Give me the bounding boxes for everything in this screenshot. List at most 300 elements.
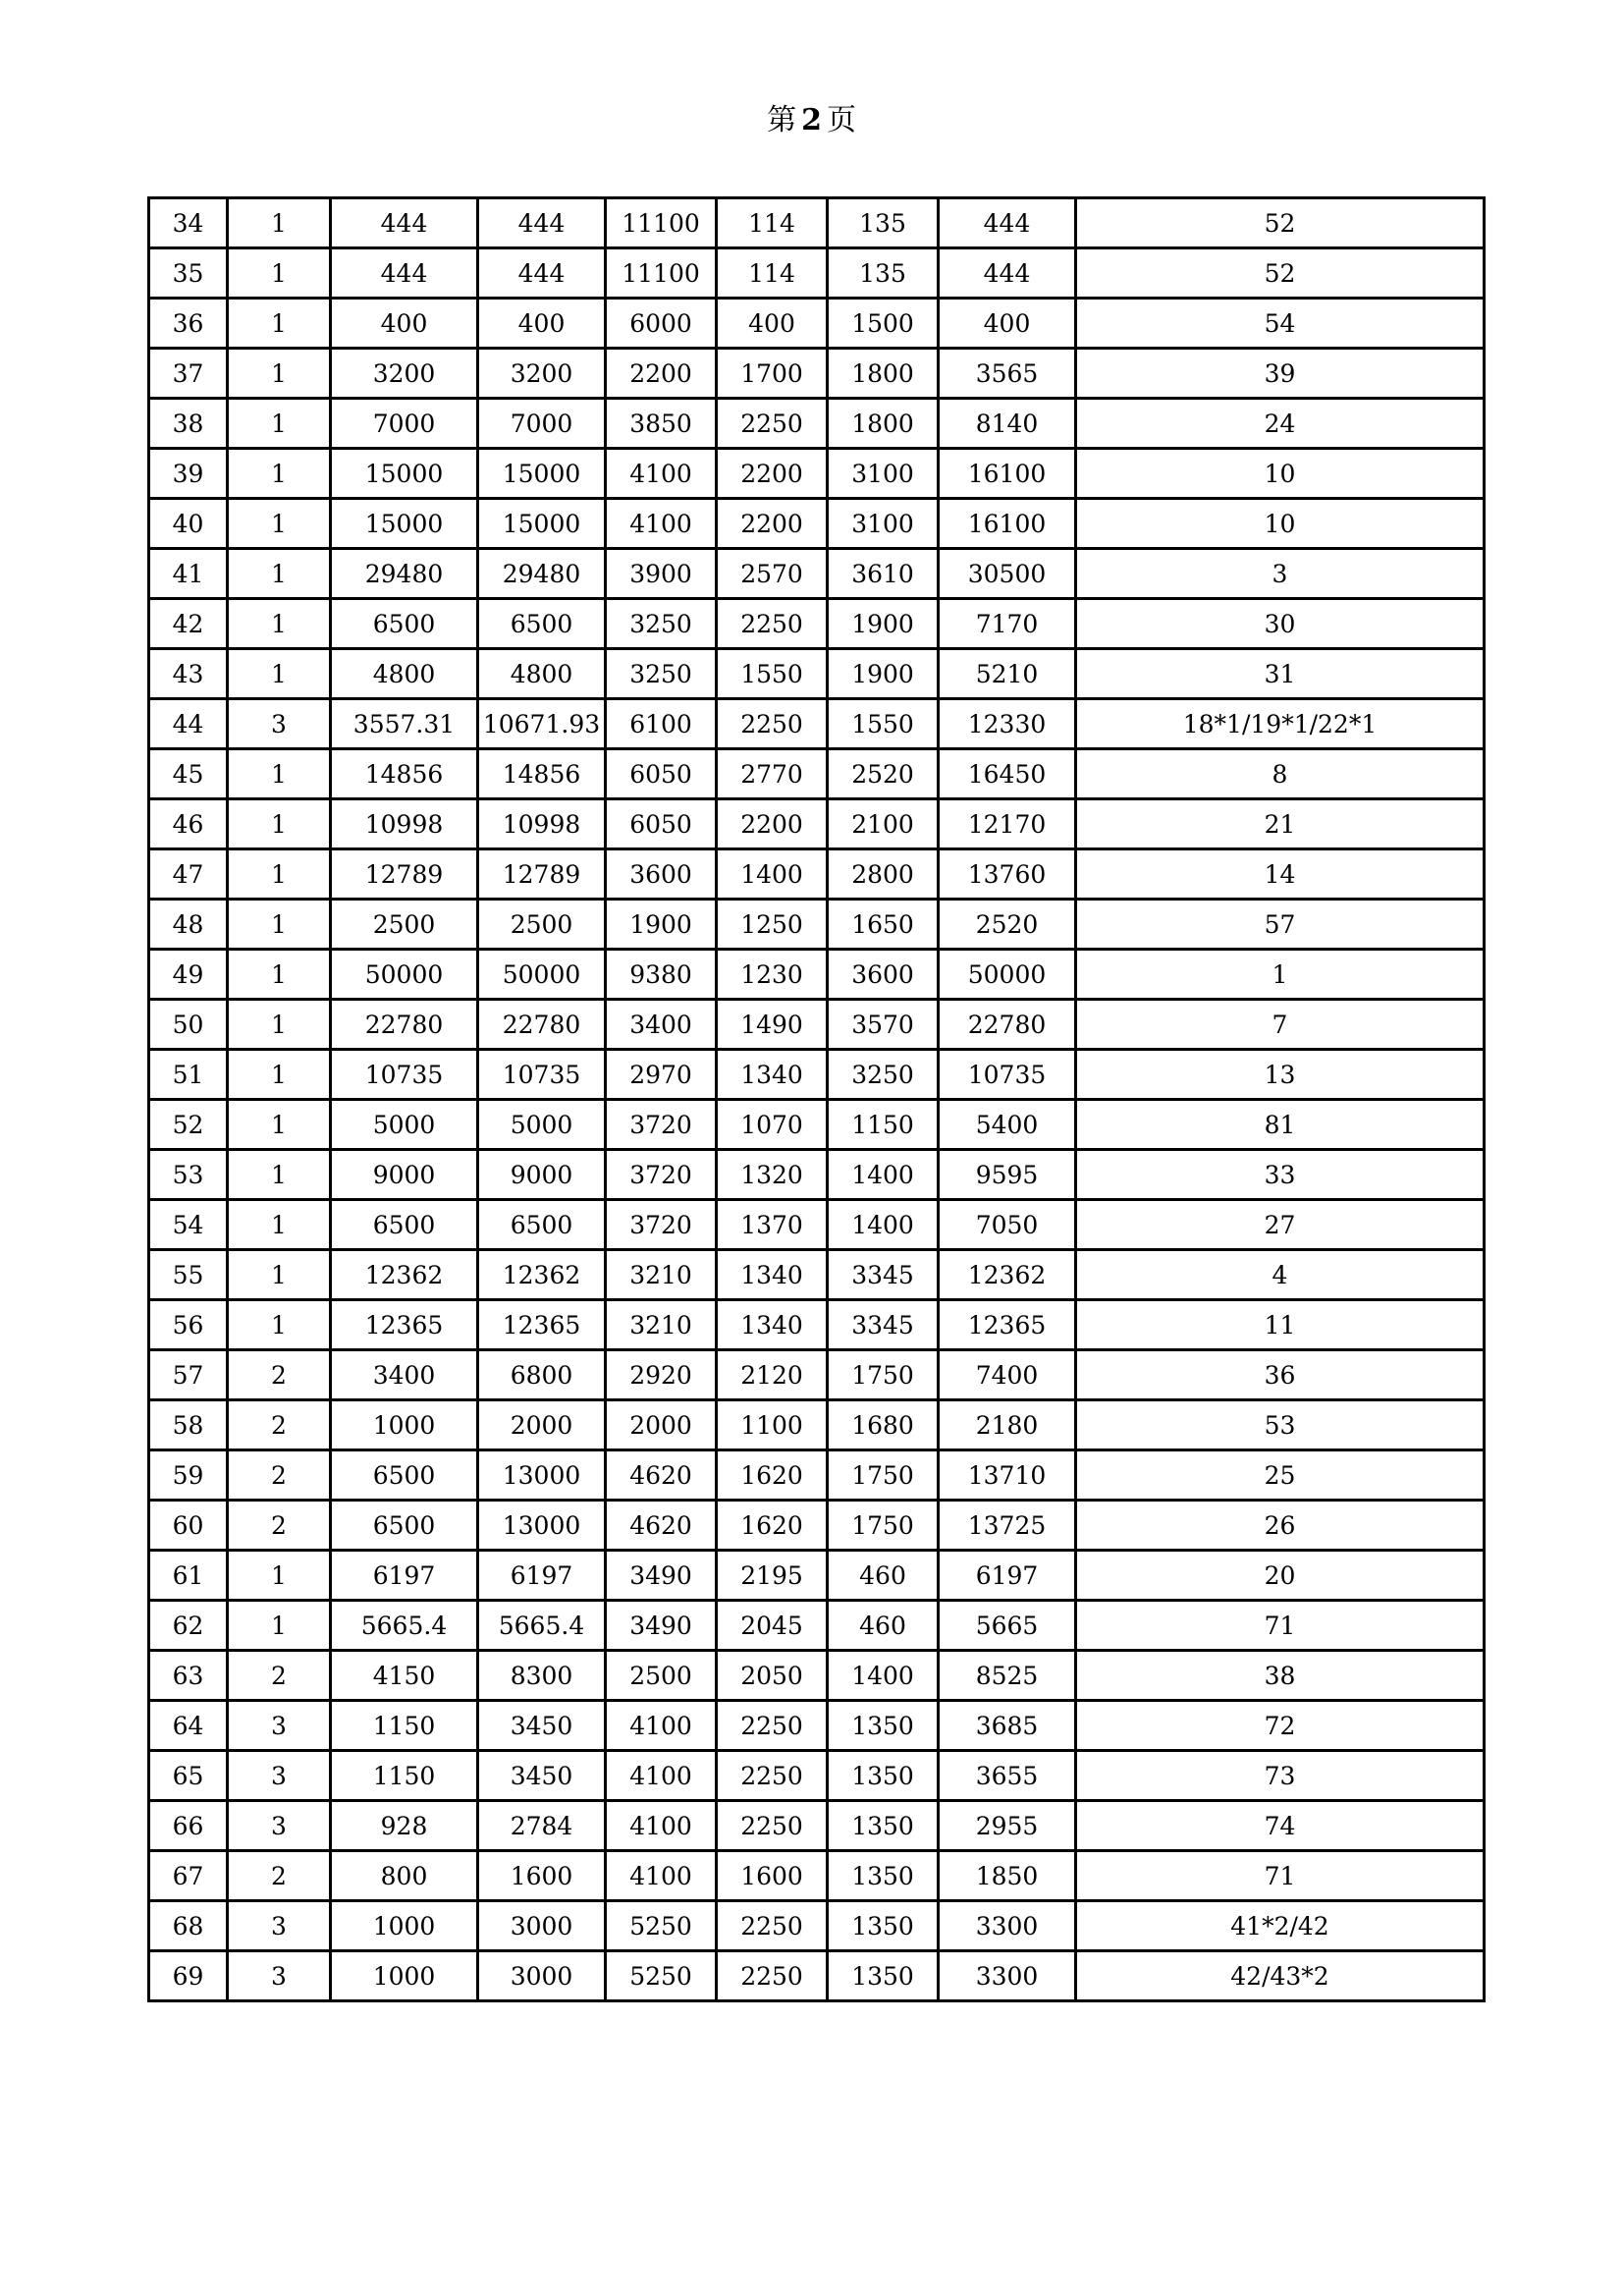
table-row	[149, 950, 1485, 1000]
cell-unit-value: 6197	[331, 1551, 478, 1601]
cell-total-value: 8300	[478, 1651, 606, 1701]
cell-dim-height: 3100	[828, 499, 939, 549]
cell-row-number: 44	[149, 699, 228, 749]
cell-gross-value: 13725	[939, 1501, 1076, 1551]
cell-quantity: 1	[228, 849, 331, 900]
cell-unit-value: 12789	[331, 849, 478, 900]
cell-quantity: 3	[228, 1901, 331, 1951]
cell-reference: 7	[1076, 1000, 1485, 1050]
cell-gross-value: 12170	[939, 799, 1076, 849]
cell-unit-value: 1150	[331, 1751, 478, 1801]
cell-gross-value: 3655	[939, 1751, 1076, 1801]
cell-dim-width: 114	[717, 248, 828, 299]
cell-unit-value: 5000	[331, 1100, 478, 1150]
cell-row-number: 49	[149, 950, 228, 1000]
cell-reference: 52	[1076, 198, 1485, 248]
cell-dim-width: 2250	[717, 1901, 828, 1951]
cell-total-value: 6500	[478, 599, 606, 649]
cell-reference: 71	[1076, 1601, 1485, 1651]
cell-unit-value: 7000	[331, 399, 478, 449]
cell-reference: 81	[1076, 1100, 1485, 1150]
cell-dim-width: 1340	[717, 1300, 828, 1350]
cell-dim-length: 4100	[606, 499, 717, 549]
cell-total-value: 10998	[478, 799, 606, 849]
cell-dim-height: 1680	[828, 1400, 939, 1450]
cell-dim-width: 2250	[717, 1751, 828, 1801]
cell-dim-height: 2800	[828, 849, 939, 900]
cell-dim-width: 2770	[717, 749, 828, 799]
cell-dim-width: 1490	[717, 1000, 828, 1050]
cell-dim-height: 2520	[828, 749, 939, 799]
cell-gross-value: 50000	[939, 950, 1076, 1000]
table-row	[149, 649, 1485, 699]
cell-row-number: 36	[149, 299, 228, 349]
cell-unit-value: 1000	[331, 1901, 478, 1951]
cell-reference: 38	[1076, 1651, 1485, 1701]
cell-total-value: 29480	[478, 549, 606, 599]
cell-total-value: 10671.93	[478, 699, 606, 749]
cell-gross-value: 3300	[939, 1901, 1076, 1951]
cell-total-value: 5665.4	[478, 1601, 606, 1651]
cell-quantity: 1	[228, 299, 331, 349]
cell-dim-length: 2000	[606, 1400, 717, 1450]
cell-gross-value: 8525	[939, 1651, 1076, 1701]
cell-dim-width: 2120	[717, 1350, 828, 1400]
cell-dim-length: 4100	[606, 1801, 717, 1851]
cell-dim-width: 1620	[717, 1501, 828, 1551]
cell-gross-value: 7050	[939, 1200, 1076, 1250]
cell-reference: 20	[1076, 1551, 1485, 1601]
table-row	[149, 299, 1485, 349]
cell-row-number: 57	[149, 1350, 228, 1400]
cell-gross-value: 13710	[939, 1450, 1076, 1501]
cell-quantity: 1	[228, 198, 331, 248]
cell-total-value: 6500	[478, 1200, 606, 1250]
cell-total-value: 400	[478, 299, 606, 349]
cell-quantity: 3	[228, 1801, 331, 1851]
cell-reference: 54	[1076, 299, 1485, 349]
cell-dim-height: 1900	[828, 599, 939, 649]
cell-total-value: 12789	[478, 849, 606, 900]
cell-dim-width: 2570	[717, 549, 828, 599]
cell-dim-height: 3600	[828, 950, 939, 1000]
cell-unit-value: 6500	[331, 1501, 478, 1551]
cell-dim-height: 1400	[828, 1150, 939, 1200]
cell-dim-width: 1250	[717, 900, 828, 950]
cell-dim-height: 1350	[828, 1701, 939, 1751]
cell-dim-width: 2250	[717, 599, 828, 649]
cell-quantity: 1	[228, 1300, 331, 1350]
page-number: 2	[801, 103, 823, 137]
cell-dim-width: 2045	[717, 1601, 828, 1651]
cell-dim-length: 6050	[606, 799, 717, 849]
table-row	[149, 1601, 1485, 1651]
cell-unit-value: 1000	[331, 1400, 478, 1450]
cell-reference: 36	[1076, 1350, 1485, 1400]
cell-row-number: 54	[149, 1200, 228, 1250]
cell-row-number: 35	[149, 248, 228, 299]
cell-total-value: 5000	[478, 1100, 606, 1150]
cell-row-number: 66	[149, 1801, 228, 1851]
cell-unit-value: 6500	[331, 1200, 478, 1250]
cell-total-value: 3450	[478, 1701, 606, 1751]
cell-dim-height: 1350	[828, 1901, 939, 1951]
cell-row-number: 48	[149, 900, 228, 950]
cell-row-number: 64	[149, 1701, 228, 1751]
cell-total-value: 7000	[478, 399, 606, 449]
table-row	[149, 1250, 1485, 1300]
cell-row-number: 65	[149, 1751, 228, 1801]
cell-dim-length: 11100	[606, 248, 717, 299]
cell-quantity: 1	[228, 549, 331, 599]
cell-reference: 30	[1076, 599, 1485, 649]
cell-quantity: 1	[228, 649, 331, 699]
cell-row-number: 37	[149, 349, 228, 399]
cell-quantity: 3	[228, 1951, 331, 2001]
cell-dim-length: 3210	[606, 1250, 717, 1300]
cell-gross-value: 6197	[939, 1551, 1076, 1601]
cell-unit-value: 29480	[331, 549, 478, 599]
cell-gross-value: 2180	[939, 1400, 1076, 1450]
cell-quantity: 2	[228, 1851, 331, 1901]
cell-dim-width: 1400	[717, 849, 828, 900]
cell-dim-length: 4100	[606, 1851, 717, 1901]
cell-reference: 72	[1076, 1701, 1485, 1751]
cell-reference: 24	[1076, 399, 1485, 449]
cell-total-value: 3000	[478, 1951, 606, 2001]
cell-dim-height: 1350	[828, 1801, 939, 1851]
cell-unit-value: 3557.31	[331, 699, 478, 749]
cell-reference: 42/43*2	[1076, 1951, 1485, 2001]
cell-reference: 1	[1076, 950, 1485, 1000]
cell-row-number: 47	[149, 849, 228, 900]
cell-dim-length: 3210	[606, 1300, 717, 1350]
cell-dim-width: 2050	[717, 1651, 828, 1701]
cell-dim-length: 3490	[606, 1601, 717, 1651]
cell-quantity: 1	[228, 1150, 331, 1200]
cell-dim-width: 114	[717, 198, 828, 248]
table-row	[149, 499, 1485, 549]
data-table	[147, 196, 1486, 2002]
cell-gross-value: 16100	[939, 499, 1076, 549]
cell-unit-value: 444	[331, 198, 478, 248]
cell-quantity: 2	[228, 1350, 331, 1400]
table-row	[149, 900, 1485, 950]
table-row	[149, 1901, 1485, 1951]
cell-gross-value: 9595	[939, 1150, 1076, 1200]
cell-total-value: 2500	[478, 900, 606, 950]
table-row	[149, 198, 1485, 248]
table-row	[149, 1651, 1485, 1701]
cell-total-value: 4800	[478, 649, 606, 699]
cell-dim-height: 1400	[828, 1200, 939, 1250]
cell-dim-height: 1750	[828, 1501, 939, 1551]
cell-unit-value: 1000	[331, 1951, 478, 2001]
cell-dim-height: 3100	[828, 449, 939, 499]
cell-dim-length: 3850	[606, 399, 717, 449]
cell-quantity: 1	[228, 799, 331, 849]
cell-row-number: 53	[149, 1150, 228, 1200]
cell-dim-length: 3600	[606, 849, 717, 900]
cell-reference: 74	[1076, 1801, 1485, 1851]
cell-quantity: 1	[228, 1050, 331, 1100]
cell-gross-value: 3300	[939, 1951, 1076, 2001]
cell-total-value: 444	[478, 248, 606, 299]
cell-unit-value: 10998	[331, 799, 478, 849]
cell-reference: 52	[1076, 248, 1485, 299]
cell-dim-width: 1320	[717, 1150, 828, 1200]
cell-quantity: 2	[228, 1651, 331, 1701]
cell-row-number: 41	[149, 549, 228, 599]
cell-reference: 4	[1076, 1250, 1485, 1300]
cell-reference: 3	[1076, 549, 1485, 599]
cell-row-number: 55	[149, 1250, 228, 1300]
table-row	[149, 1100, 1485, 1150]
cell-total-value: 1600	[478, 1851, 606, 1901]
cell-dim-height: 1550	[828, 699, 939, 749]
cell-dim-width: 1600	[717, 1851, 828, 1901]
cell-unit-value: 928	[331, 1801, 478, 1851]
cell-quantity: 1	[228, 749, 331, 799]
cell-gross-value: 5400	[939, 1100, 1076, 1150]
cell-dim-height: 1500	[828, 299, 939, 349]
cell-gross-value: 444	[939, 248, 1076, 299]
cell-total-value: 6800	[478, 1350, 606, 1400]
cell-reference: 53	[1076, 1400, 1485, 1450]
table-row	[149, 1801, 1485, 1851]
cell-dim-length: 4100	[606, 1751, 717, 1801]
cell-unit-value: 3400	[331, 1350, 478, 1400]
cell-unit-value: 2500	[331, 900, 478, 950]
cell-gross-value: 3685	[939, 1701, 1076, 1751]
cell-row-number: 61	[149, 1551, 228, 1601]
cell-row-number: 56	[149, 1300, 228, 1350]
table-row	[149, 1300, 1485, 1350]
cell-quantity: 1	[228, 349, 331, 399]
cell-gross-value: 1850	[939, 1851, 1076, 1901]
cell-gross-value: 22780	[939, 1000, 1076, 1050]
cell-gross-value: 30500	[939, 549, 1076, 599]
cell-dim-length: 4100	[606, 449, 717, 499]
cell-row-number: 52	[149, 1100, 228, 1150]
cell-total-value: 9000	[478, 1150, 606, 1200]
cell-quantity: 3	[228, 1751, 331, 1801]
cell-row-number: 58	[149, 1400, 228, 1450]
cell-dim-height: 1650	[828, 900, 939, 950]
cell-dim-width: 2250	[717, 1951, 828, 2001]
cell-total-value: 444	[478, 198, 606, 248]
cell-gross-value: 10735	[939, 1050, 1076, 1100]
cell-total-value: 50000	[478, 950, 606, 1000]
table-row	[149, 1350, 1485, 1400]
cell-total-value: 12362	[478, 1250, 606, 1300]
cell-row-number: 34	[149, 198, 228, 248]
cell-dim-length: 3490	[606, 1551, 717, 1601]
cell-dim-width: 400	[717, 299, 828, 349]
cell-dim-height: 3570	[828, 1000, 939, 1050]
cell-gross-value: 12365	[939, 1300, 1076, 1350]
table-row	[149, 1200, 1485, 1250]
cell-row-number: 43	[149, 649, 228, 699]
cell-dim-length: 9380	[606, 950, 717, 1000]
cell-gross-value: 8140	[939, 399, 1076, 449]
cell-gross-value: 444	[939, 198, 1076, 248]
cell-quantity: 1	[228, 499, 331, 549]
cell-unit-value: 4150	[331, 1651, 478, 1701]
cell-reference: 73	[1076, 1751, 1485, 1801]
cell-dim-width: 2200	[717, 799, 828, 849]
cell-unit-value: 22780	[331, 1000, 478, 1050]
table-row	[149, 799, 1485, 849]
cell-dim-height: 1800	[828, 349, 939, 399]
cell-unit-value: 10735	[331, 1050, 478, 1100]
cell-total-value: 10735	[478, 1050, 606, 1100]
table-row	[149, 1551, 1485, 1601]
cell-unit-value: 4800	[331, 649, 478, 699]
cell-dim-length: 3720	[606, 1150, 717, 1200]
page-header-prefix: 第	[767, 103, 798, 137]
cell-dim-width: 2200	[717, 449, 828, 499]
cell-reference: 33	[1076, 1150, 1485, 1200]
cell-reference: 27	[1076, 1200, 1485, 1250]
cell-gross-value: 2520	[939, 900, 1076, 950]
cell-row-number: 40	[149, 499, 228, 549]
cell-quantity: 1	[228, 248, 331, 299]
cell-dim-width: 1370	[717, 1200, 828, 1250]
cell-dim-width: 2195	[717, 1551, 828, 1601]
cell-dim-height: 1150	[828, 1100, 939, 1150]
cell-dim-length: 1900	[606, 900, 717, 950]
cell-unit-value: 1150	[331, 1701, 478, 1751]
cell-unit-value: 50000	[331, 950, 478, 1000]
cell-total-value: 15000	[478, 499, 606, 549]
cell-unit-value: 9000	[331, 1150, 478, 1200]
table-row	[149, 1000, 1485, 1050]
cell-dim-height: 1900	[828, 649, 939, 699]
cell-reference: 26	[1076, 1501, 1485, 1551]
cell-total-value: 15000	[478, 449, 606, 499]
cell-quantity: 2	[228, 1501, 331, 1551]
page-header	[0, 101, 1624, 140]
cell-dim-width: 1700	[717, 349, 828, 399]
cell-dim-length: 5250	[606, 1951, 717, 2001]
cell-total-value: 14856	[478, 749, 606, 799]
cell-reference: 41*2/42	[1076, 1901, 1485, 1951]
table-row	[149, 399, 1485, 449]
table-row	[149, 1501, 1485, 1551]
cell-dim-width: 1100	[717, 1400, 828, 1450]
cell-row-number: 50	[149, 1000, 228, 1050]
table-row	[149, 1951, 1485, 2001]
cell-unit-value: 6500	[331, 599, 478, 649]
cell-dim-length: 6100	[606, 699, 717, 749]
table-row	[149, 1851, 1485, 1901]
cell-total-value: 2784	[478, 1801, 606, 1851]
cell-dim-width: 1230	[717, 950, 828, 1000]
cell-dim-length: 5250	[606, 1901, 717, 1951]
cell-quantity: 2	[228, 1400, 331, 1450]
cell-row-number: 39	[149, 449, 228, 499]
cell-dim-height: 1350	[828, 1951, 939, 2001]
cell-unit-value: 400	[331, 299, 478, 349]
table-row	[149, 1400, 1485, 1450]
cell-unit-value: 15000	[331, 499, 478, 549]
cell-reference: 11	[1076, 1300, 1485, 1350]
cell-unit-value: 5665.4	[331, 1601, 478, 1651]
cell-reference: 8	[1076, 749, 1485, 799]
cell-dim-length: 2970	[606, 1050, 717, 1100]
cell-gross-value: 7170	[939, 599, 1076, 649]
cell-dim-width: 1340	[717, 1050, 828, 1100]
cell-quantity: 2	[228, 1450, 331, 1501]
cell-total-value: 13000	[478, 1501, 606, 1551]
cell-gross-value: 12330	[939, 699, 1076, 749]
cell-unit-value: 12362	[331, 1250, 478, 1300]
cell-dim-length: 2200	[606, 349, 717, 399]
page-header-suffix: 页	[826, 103, 857, 137]
table-row	[149, 1701, 1485, 1751]
table-row	[149, 699, 1485, 749]
cell-reference: 21	[1076, 799, 1485, 849]
cell-dim-length: 4100	[606, 1701, 717, 1751]
cell-row-number: 60	[149, 1501, 228, 1551]
cell-dim-length: 4620	[606, 1501, 717, 1551]
cell-reference: 25	[1076, 1450, 1485, 1501]
cell-gross-value: 2955	[939, 1801, 1076, 1851]
cell-quantity: 3	[228, 699, 331, 749]
cell-unit-value: 3200	[331, 349, 478, 399]
cell-reference: 10	[1076, 449, 1485, 499]
cell-gross-value: 13760	[939, 849, 1076, 900]
cell-dim-height: 1750	[828, 1350, 939, 1400]
cell-dim-length: 11100	[606, 198, 717, 248]
cell-quantity: 1	[228, 1601, 331, 1651]
cell-dim-width: 2250	[717, 699, 828, 749]
cell-total-value: 6197	[478, 1551, 606, 1601]
cell-quantity: 1	[228, 399, 331, 449]
cell-dim-length: 3900	[606, 549, 717, 599]
cell-gross-value: 7400	[939, 1350, 1076, 1400]
cell-quantity: 1	[228, 1100, 331, 1150]
cell-row-number: 51	[149, 1050, 228, 1100]
cell-row-number: 45	[149, 749, 228, 799]
cell-row-number: 67	[149, 1851, 228, 1901]
cell-dim-height: 460	[828, 1551, 939, 1601]
cell-quantity: 1	[228, 900, 331, 950]
table-row	[149, 1450, 1485, 1501]
cell-row-number: 63	[149, 1651, 228, 1701]
cell-row-number: 38	[149, 399, 228, 449]
cell-dim-height: 135	[828, 198, 939, 248]
cell-quantity: 1	[228, 1000, 331, 1050]
cell-reference: 57	[1076, 900, 1485, 950]
table-body	[149, 198, 1485, 2001]
cell-dim-height: 1350	[828, 1851, 939, 1901]
cell-total-value: 2000	[478, 1400, 606, 1450]
cell-dim-length: 3720	[606, 1100, 717, 1150]
cell-dim-height: 1750	[828, 1450, 939, 1501]
cell-gross-value: 5665	[939, 1601, 1076, 1651]
cell-dim-height: 2100	[828, 799, 939, 849]
cell-row-number: 46	[149, 799, 228, 849]
cell-dim-height: 135	[828, 248, 939, 299]
cell-reference: 39	[1076, 349, 1485, 399]
cell-unit-value: 12365	[331, 1300, 478, 1350]
cell-row-number: 68	[149, 1901, 228, 1951]
cell-dim-width: 1340	[717, 1250, 828, 1300]
cell-dim-height: 460	[828, 1601, 939, 1651]
cell-total-value: 13000	[478, 1450, 606, 1501]
